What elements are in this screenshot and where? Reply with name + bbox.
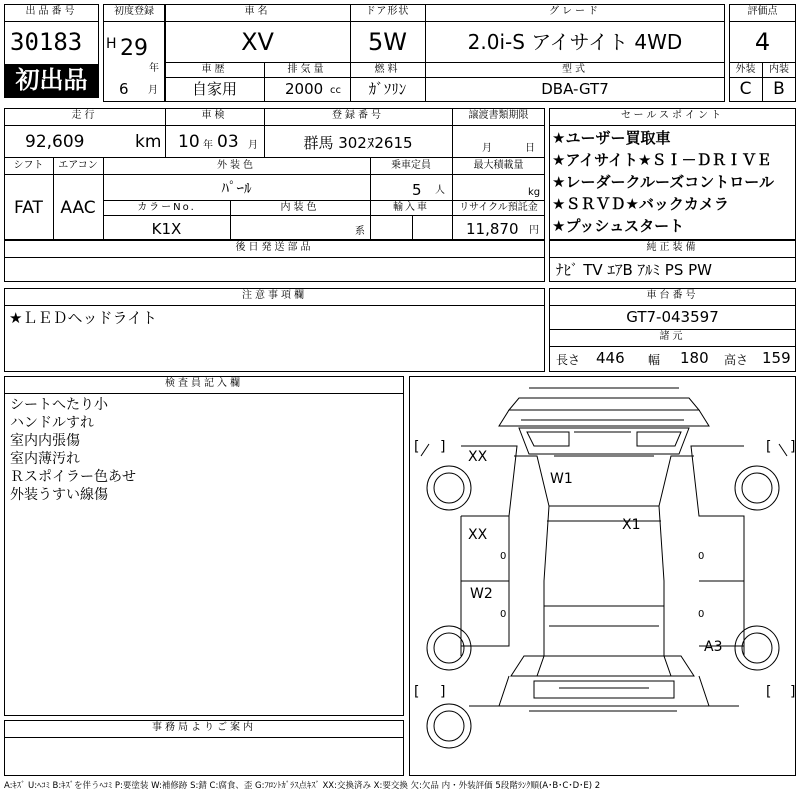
width: 180 — [680, 349, 709, 367]
sales-point-item: ★ユーザー買取車 — [552, 129, 671, 147]
capacity-unit: 人 — [435, 185, 445, 196]
inspection-month-unit: 月 — [248, 140, 258, 151]
score-label: 評価点 — [747, 6, 778, 17]
recycle-deposit-label: リサイクル預託金 — [459, 202, 538, 213]
interior-grade-label: 内装 — [769, 64, 789, 75]
fuel-label: 燃料 — [374, 64, 401, 75]
transfer-month-unit: 月 — [482, 143, 492, 154]
car-name: XV — [241, 28, 274, 56]
height: 159 — [762, 349, 791, 367]
car-name-label: 車名 — [244, 6, 271, 17]
grade: 2.0i-S アイサイト 4WD — [467, 30, 683, 54]
shift: FAT — [14, 198, 43, 218]
sales-point-item: ★プッシュスタート — [552, 217, 685, 235]
first-registration-label: 初度登録 — [114, 6, 154, 17]
displacement-unit: cc — [330, 85, 341, 96]
color-no-label: カラーNo. — [137, 202, 196, 213]
interior-grade: B — [773, 79, 785, 99]
fuel: ｶﾞｿﾘﾝ — [368, 80, 407, 98]
car-diagram — [409, 376, 796, 776]
inspection-year-unit: 年 — [203, 140, 213, 151]
color-no: K1X — [151, 220, 182, 238]
max-load-label: 最大積載量 — [473, 160, 524, 171]
diagram-bracket-left: [ — [766, 684, 772, 700]
diagram-bracket-left: [ — [414, 684, 420, 700]
office-label: 事務局よりご案内 — [152, 722, 256, 733]
sales-point-item: ★ＳＲＶＤ★バックカメラ — [552, 195, 729, 213]
exterior-color-label: 外装色 — [217, 160, 256, 171]
transfer-deadline-label: 譲渡書類期限 — [468, 110, 529, 121]
damage-mark: XX — [468, 449, 488, 465]
sales-point-item: ★アイサイト★ＳＩ－ＤＲＩＶＥ — [552, 151, 772, 169]
year-unit: 年 — [149, 63, 159, 74]
inspection-label: 車検 — [201, 110, 228, 121]
damage-mark: W1 — [550, 471, 573, 487]
model-code: DBA-GT7 — [541, 80, 609, 98]
diagram-bracket-right: ] — [440, 684, 446, 700]
score: 4 — [754, 28, 771, 56]
length: 446 — [596, 349, 625, 367]
equipment-list: ﾅﾋﾞ TV ｴｱB ｱﾙﾐ PS PW — [556, 261, 712, 279]
later-parts-label: 後日発送部品 — [235, 242, 314, 253]
diagram-bracket-right: ] — [790, 684, 796, 700]
inspector-note: 室内薄汚れ — [10, 451, 80, 467]
inspector-note: Ｒスポイラー色あせ — [10, 469, 136, 485]
inspector-note: 室内内張傷 — [10, 433, 80, 449]
history-label: 車歴 — [201, 64, 228, 75]
diagram-bracket-left: [ — [766, 439, 772, 455]
diagram-bracket-left: [ — [414, 439, 420, 455]
ac: AAC — [60, 198, 96, 218]
inspector-label: 検査員記入欄 — [165, 378, 243, 389]
inspector-note: シートへたり小 — [10, 397, 108, 413]
exterior-grade-label: 外装 — [735, 64, 756, 75]
ac-label: エアコン — [58, 160, 98, 171]
inspection-year: 10 — [178, 132, 200, 152]
inspector-note: 外装うすい線傷 — [10, 487, 108, 503]
displacement-label: 排気量 — [287, 64, 327, 75]
history: 自家用 — [191, 80, 237, 98]
diagram-bracket-right: ] — [440, 439, 446, 455]
legend: A:ｷｽﾞ U:ﾍｺﾐ B:ｷｽﾞを伴うﾍｺﾐ P:要塗装 W:補修跡 S:錆 C:腐食、歪 G:ﾌﾛﾝﾄｶﾞﾗｽ点ｷｽﾞ XX:交換済み X:要交換 欠:欠品 内・外装評価 5段階ﾗﾝｸ順(A･B･C･D･E) 2 — [4, 781, 601, 791]
shift-label: シフト — [13, 160, 44, 171]
spec-label: 諸元 — [659, 331, 686, 342]
transfer-day-unit: 日 — [525, 143, 535, 154]
era-letter: H — [106, 36, 117, 52]
model-code-label: 型式 — [562, 64, 588, 75]
damage-mark: W2 — [470, 586, 493, 602]
recycle-deposit: 11,870 — [466, 220, 519, 238]
diagram-bracket-right: ] — [790, 439, 796, 455]
mileage-unit: km — [135, 132, 162, 152]
sales-point-item: ★レーダークルーズコントロール — [552, 173, 774, 191]
damage-mark: XX — [468, 527, 488, 543]
inspector-note: ハンドルすれ — [10, 415, 94, 431]
equipment-label: 純正装備 — [646, 242, 699, 253]
lot-number-label: 出品番号 — [25, 6, 78, 17]
plate-number: 群馬 302ﾇ2615 — [303, 134, 413, 152]
length-label: 長さ — [556, 353, 581, 367]
lot-number: 30183 — [10, 28, 83, 56]
mileage: 92,609 — [25, 132, 85, 152]
recycle-deposit-unit: 円 — [529, 225, 539, 236]
height-label: 高さ — [724, 353, 749, 367]
damage-zero: 0 — [698, 609, 705, 620]
month-unit: 月 — [148, 85, 158, 96]
exterior-grade: C — [739, 79, 752, 99]
displacement: 2000 — [285, 80, 324, 98]
caution-label: 注意事項欄 — [242, 290, 307, 301]
import-label: 輸入車 — [393, 202, 429, 213]
chassis-number: GT7-043597 — [626, 308, 719, 326]
plate-label: 登録番号 — [332, 110, 384, 121]
damage-mark: A3 — [704, 639, 723, 655]
max-load-unit: kg — [528, 187, 541, 198]
registration-month: 6 — [119, 80, 129, 98]
grade-label: グレード — [549, 6, 601, 17]
sales-points-label: セールスポイント — [620, 110, 725, 121]
chassis-number-label: 車台番号 — [646, 290, 699, 301]
mileage-label: 走行 — [71, 110, 98, 121]
door-type: 5W — [368, 28, 407, 56]
interior-color-unit: 系 — [355, 226, 365, 237]
interior-color-label: 内装色 — [280, 202, 320, 213]
door-type-label: ドア形状 — [365, 6, 410, 17]
era-year: 29 — [120, 36, 148, 61]
exterior-color: ﾊﾟｰﾙ — [221, 179, 252, 197]
damage-zero: 0 — [500, 551, 507, 562]
damage-zero: 0 — [500, 609, 507, 620]
damage-mark: X1 — [622, 517, 641, 533]
capacity: 5 — [412, 181, 422, 199]
first-listing-badge: 初出品 — [5, 64, 98, 97]
inspection-month: 03 — [217, 132, 239, 152]
width-label: 幅 — [648, 353, 661, 367]
caution-text: ★ＬＥＤヘッドライト — [9, 309, 157, 327]
damage-zero: 0 — [698, 551, 705, 562]
capacity-label: 乗車定員 — [391, 160, 431, 171]
